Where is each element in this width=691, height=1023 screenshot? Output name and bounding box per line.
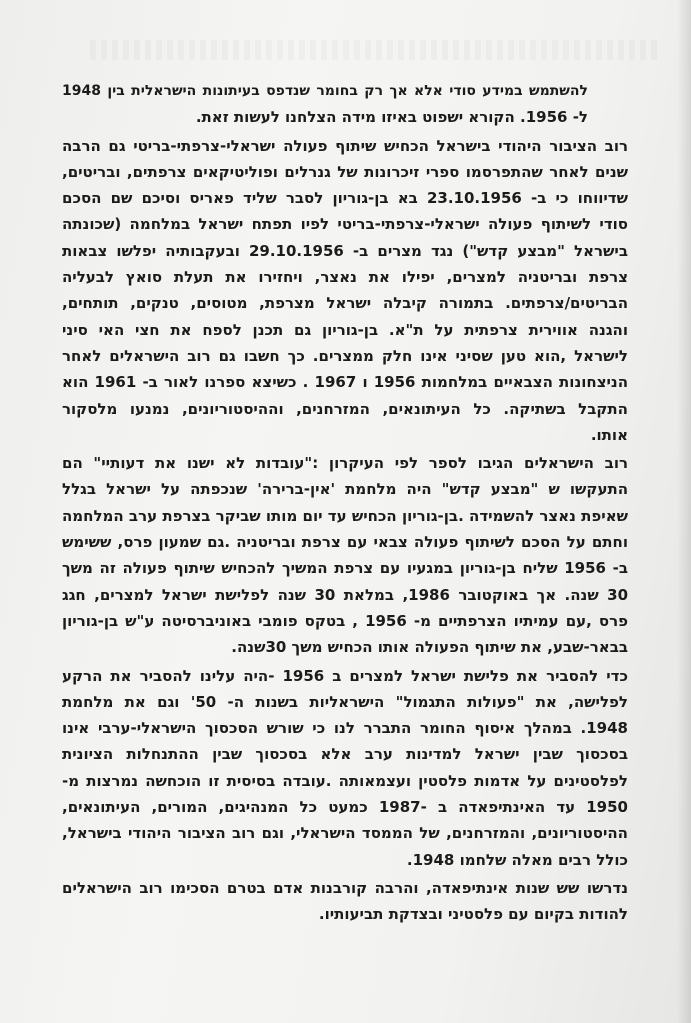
text-line: 1950 עד האינתיפאדה ב -1987 כמעט כל המנהיגים, המורים, העיתונאים,: [62, 798, 628, 817]
text-line: פרס ,עם עמיתיו הצרפתיים מ- 1956 , בטקס פומבי באוניברסיטה ע"ש בן-גוריון: [62, 611, 628, 630]
text-line: ל- 1956. הקורא ישפוט באיזו מידה הצלחנו לעשות זאת.: [195, 108, 588, 127]
text-line: להודות בקיום עם פלסטיני ובצדקת תביעותיו.: [318, 905, 628, 924]
text-line: צרפת ובריטניה למצרים, יפילו את נאצר, ויחזירו את תעלת סואץ לבעליה: [62, 268, 628, 287]
text-line: לפלישה, את "פעולות התגמול" הישראליות בשנות ה- 50' וגם את מלחמת: [62, 692, 628, 711]
text-line: ההיסטוריונים, והמזרחנים, של הממסד הישראלי, וגם רוב הציבור היהודי בישראל,: [62, 824, 628, 843]
text-line: בסכסוך שבין ישראל למדינות ערב אלא בסכסוך שבין ההתנחלות הציונית: [62, 745, 628, 764]
paragraph-5: [62, 875, 628, 928]
paragraph-4: [62, 663, 628, 873]
text-line: רוב הציבור היהודי בישראל הכחיש שיתוף פעולה ישראלי-צרפתי-בריטי גם הרבה: [62, 136, 628, 155]
text-line: בבאר-שבע, את שיתוף הפעולה אותו הכחיש משך 30שנה.: [231, 638, 628, 657]
text-line: שאיפת נאצר להשמידה .בן-גוריון הכחיש עד יום מותו שביקר בצרפת ערב המלחמה: [62, 506, 628, 525]
text-line: לישראל ,הוא טען שסיני אינו חלק ממצרים. כך חשבו גם רוב הישראלים לאחר: [62, 346, 628, 365]
text-line: וחתם על הסכם לשיתוף פעולה צבאי עם צרפת ובריטניה .גם שמעון פרס, ששימש: [62, 533, 628, 552]
paragraph-2: [62, 133, 628, 449]
document-body: [62, 78, 628, 930]
text-line: כדי להסביר את פלישת ישראל למצרים ב 1956 -היה עלינו להסביר את הרקע: [62, 666, 628, 685]
text-line: ב- 1956 שליח בן-גוריון במגעיו עם צרפת המשיך להכחיש שיתוף פעולה זה משך: [62, 559, 628, 578]
page-edge-shadow: [677, 0, 691, 1023]
text-line: שנים לאחר שהתפרסמו ספרי זיכרונות של גנרלים ופוליטיקאים צרפתים, ובריטים,: [62, 162, 628, 181]
text-line: כולל רבים מאלה שלחמו 1948.: [406, 850, 628, 869]
text-line: 1948. במהלך איסוף החומר התברר לנו כי שורש הסכסוך הישראלי-ערבי אינו: [62, 719, 628, 738]
text-line: להשתמש במידע סודי אלא אך רק בחומר שנדפס בעיתונות הישראלית בין 1948: [62, 83, 588, 99]
text-line: בישראל "מבצע קדש") נגד מצרים ב- 29.10.1956 ובעקבותיה יפלשו צבאות: [62, 241, 628, 260]
text-line: סודי לשיתוף פעולה ישראלי-צרפתי-בריטי לפיו תפתח ישראל במלחמה (שכונתה: [62, 215, 628, 234]
text-line: הבריטים/צרפתים. בתמורה קיבלה ישראל מצרפת, מטוסים, טנקים, תותחים,: [62, 294, 628, 313]
text-line: התעקשו ש "מבצע קדש" היה מלחמת 'אין-ברירה' שנכפתה על ישראל בגלל: [62, 480, 628, 499]
text-line: שדיווחו כי ב- 23.10.1956 בא בן-גוריון לסבר שליד פאריס וסיכם שם הסכם: [62, 189, 628, 208]
text-line: 30 שנה. אך באוקטובר 1986, במלאת 30 שנה לפלישת ישראל למצרים, חגג: [62, 585, 629, 604]
paragraph-3: [62, 450, 628, 660]
text-line: לפלסטינים על אדמות פלסטין ועצמאותה .עובדה בסיסית זו הוכחשה נמרצות מ-: [62, 771, 628, 790]
text-line: אותו.: [590, 425, 628, 444]
text-line: נדרשו שש שנות אינתיפאדה, והרבה קורבנות אדם בטרם הסכימו רוב הישראלים: [62, 878, 628, 897]
text-line: והגנה אווירית צרפתית על ת"א. בן-גוריון גם תכנן לספח את חצי האי סיני: [62, 320, 628, 339]
text-line: התקבל בשתיקה. כל העיתונאים, המזרחנים, וההיסטוריונים, נמנעו מלסקור: [62, 399, 628, 418]
text-line: הניצחונות הצבאיים במלחמות 1956 ו 1967 . כשיצא ספרנו לאור ב- 1961 הוא: [62, 373, 629, 392]
paragraph-1: [62, 78, 628, 131]
text-line: רוב הישראלים הגיבו לספר לפי העיקרון :"עובדות לא ישנו את דעותיי" הם: [62, 454, 628, 473]
bleed-through-marks: [90, 40, 660, 60]
